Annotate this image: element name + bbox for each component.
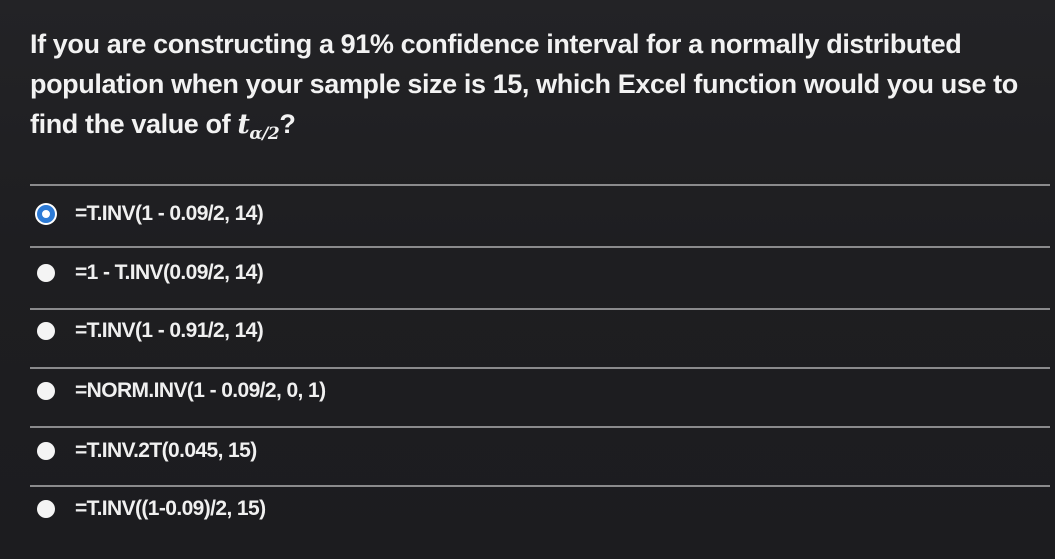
answer-option-3[interactable] xyxy=(30,311,1050,351)
question-end: ? xyxy=(279,109,296,139)
radio-icon[interactable] xyxy=(37,264,55,282)
radio-icon[interactable] xyxy=(37,500,55,518)
answer-option-label: =T.INV(1 - 0.91/2, 14) xyxy=(75,319,264,342)
divider xyxy=(30,308,1050,310)
question-prompt xyxy=(30,24,1050,154)
divider xyxy=(30,426,1050,428)
answer-option-label: =T.INV.2T(0.045, 15) xyxy=(75,439,257,462)
divider xyxy=(30,246,1050,248)
radio-icon[interactable] xyxy=(37,322,55,340)
question-subscript: α/2 xyxy=(249,124,280,144)
radio-icon[interactable] xyxy=(37,382,55,400)
answer-option-label: =T.INV(1 - 0.09/2, 14) xyxy=(75,202,264,225)
answer-option-6[interactable] xyxy=(30,489,1050,529)
divider xyxy=(30,367,1050,369)
radio-icon[interactable] xyxy=(37,442,55,460)
question-text: If you are constructing a 91% confidence interval for a normally distributed population when your sample size is 15, which Excel function would you use to find the value of xyxy=(30,29,1018,139)
answer-option-label: =T.INV((1-0.09)/2, 15) xyxy=(75,497,266,520)
radio-selected-icon[interactable] xyxy=(37,205,55,223)
divider-top xyxy=(30,184,1050,186)
divider xyxy=(30,485,1050,487)
answer-option-2[interactable] xyxy=(30,253,1050,293)
answer-option-4[interactable] xyxy=(30,371,1050,411)
answer-option-1[interactable] xyxy=(30,194,1050,234)
answer-option-5[interactable] xyxy=(30,431,1050,471)
question-symbol: t xyxy=(237,109,250,140)
answer-option-label: =1 - T.INV(0.09/2, 14) xyxy=(75,261,264,284)
answer-option-label: =NORM.INV(1 - 0.09/2, 0, 1) xyxy=(75,379,326,402)
